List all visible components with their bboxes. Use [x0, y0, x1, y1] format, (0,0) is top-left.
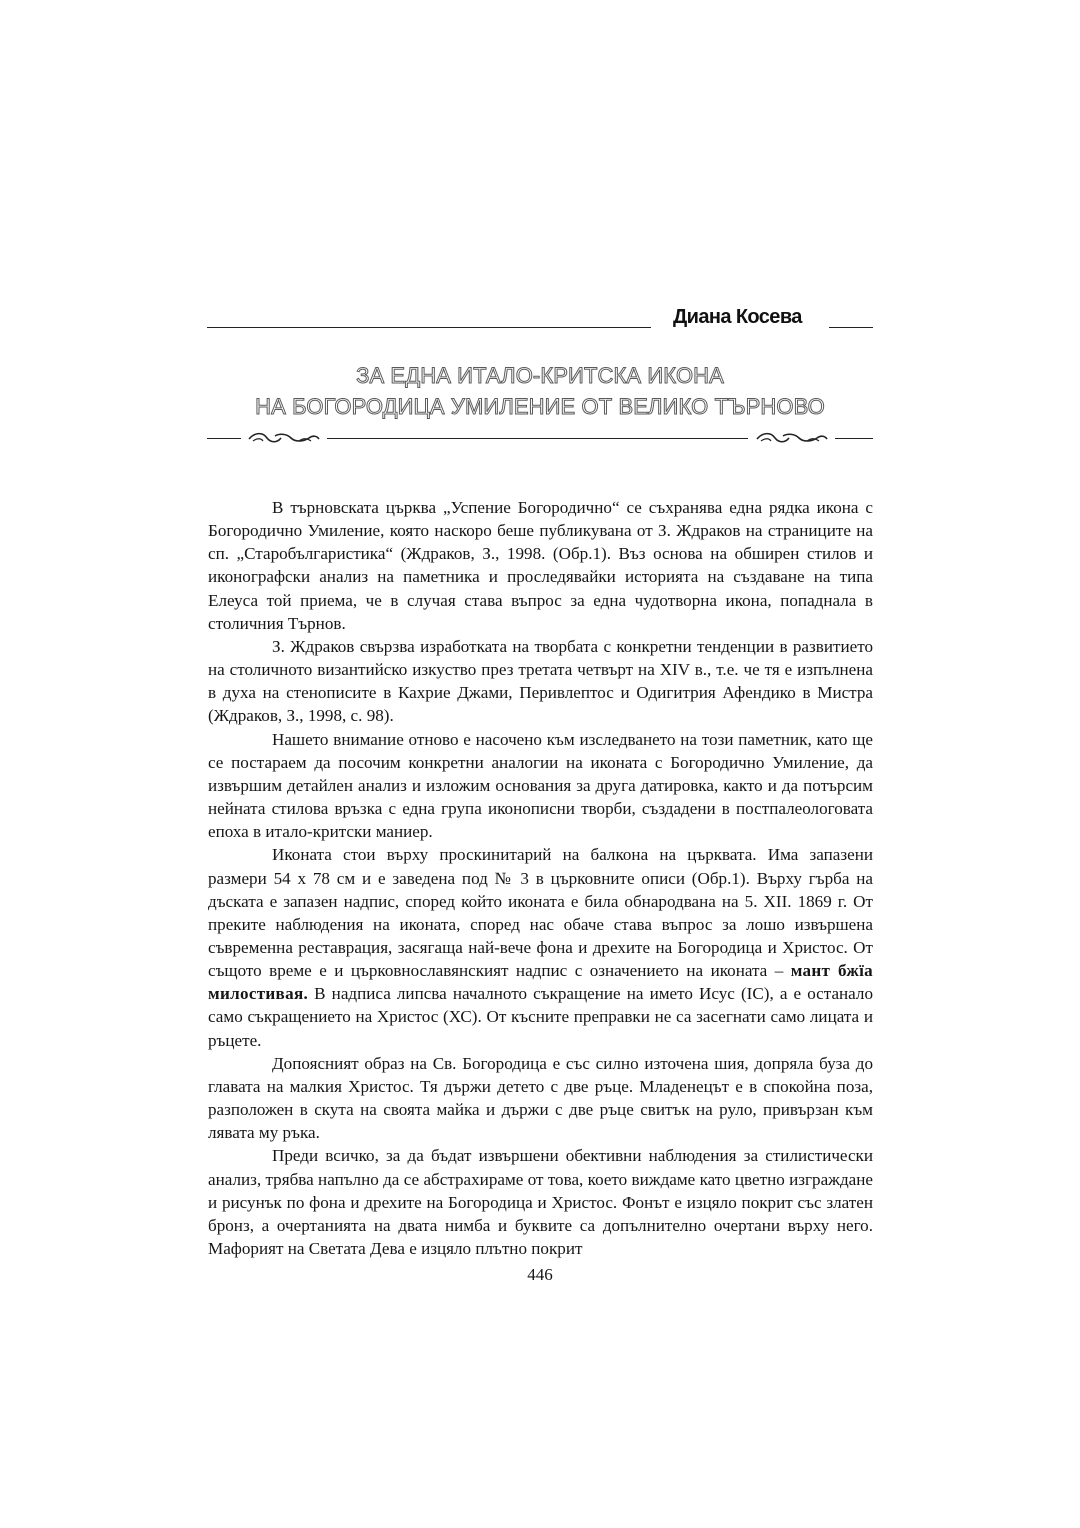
- paragraph-5: Допоясният образ на Св. Богородица е със силно източена шия, допряла буза до главата на малкия Христос. Тя държи детето с две ръце. Младенецът е в спокойна поза, разположен в скута на своята майка и държи с две ръце свитък на руло, привързан към лявата му ръка.: [208, 1053, 873, 1143]
- paragraph-1: В търновската църква „Успение Богородично“ се съхранява една рядка икона с Богородично Умиление, която наскоро беше публикувана от З. Ждраков на страниците на сп. „Старобългаристика“ (Ждраков, З., 1998. (Обр.1). Въз основа на обширен стилов и иконографски анализ на паметника и проследявайки историята на създаване на типа Елеуса той приема, че в случая става въпрос за една чудотворна икона, попаднала в столичния Търнов.: [208, 498, 873, 633]
- page-number: 446: [527, 1265, 553, 1284]
- title-line-1: ЗА ЕДНА ИТАЛО-КРИТСКА ИКОНА: [356, 363, 724, 388]
- article-title: [207, 360, 873, 422]
- author-header: [207, 306, 873, 336]
- author-rule-left: [207, 327, 651, 328]
- church-slavonic-inscription: мант бжїа милостивая.: [208, 961, 873, 1004]
- title-line-2: НА БОГОРОДИЦА УМИЛЕНИЕ ОТ ВЕЛИКО ТЪРНОВО: [255, 394, 825, 419]
- paragraph-4: [208, 843, 873, 1051]
- ornament-line-center: [327, 438, 748, 439]
- paragraph-6: Преди всичко, за да бъдат извършени обективни наблюдения за стилистически анализ, трябва напълно да се абстрахираме от това, което виждаме като цветно изграждане и рисунък по фона и дрехите на Богородица и Христос. Фонът е изцяло покрит със златен бронз, а очертанията на двата нимба и буквите са допълнително очертани върху него. Мафорият на Светата Дева е изцяло плътно покрит: [208, 1146, 873, 1258]
- paragraph-4-text-a: Иконата стои върху проскинитарий на балкона на църквата. Има запазени размери 54 х 78 см и е заведена под № 3 в църковните описи (Обр.1). Върху гърба на дъската е запазен надпис, според който иконата е била обнародвана на 5. XII. 1869 г. От преките наблюдения на иконата, според нас обаче става въпрос за лошо извършена съвременна реставрация, засягаща най-вече фона и дрехите на Богородица и Христос. От същото време е и църковнославянският надпис с означението на иконата –: [208, 845, 873, 981]
- ornament-line-left: [207, 438, 241, 439]
- title-ornament-rule: [207, 428, 873, 448]
- flourish-ornament-left-icon: [247, 430, 321, 446]
- author-rule-right: [829, 327, 873, 328]
- paragraph-4-text-b: В надписа липсва началното съкращение на името Исус (IC), а е останало само съкращението на Христос (ХС). От късните преправки не са засегнати само лицата и ръцете.: [208, 984, 873, 1050]
- article-body: [208, 496, 873, 1260]
- paragraph-3: Нашето внимание отново е насочено към изследването на този паметник, като ще се постараем да посочим конкретни аналогии на иконата с Богородично Умиление, да извършим детайлен анализ и изложим основания за друга датировка, както и да потърсим нейната стилова връзка с една група иконописни творби, създадени в постпалеологовата епоха в итало-критски маниер.: [208, 729, 873, 842]
- paragraph-2: З. Ждраков свързва изработката на творбата с конкретни тенденции в развитието на столичното византийско изкуство през третата четвърт на XIV в., т.е. че тя е изпълнена в духа на стенописите в Кахрие Джами, Перивлептос и Одигитрия Афендико в Мистра (Ждраков, З., 1998, с. 98).: [208, 636, 873, 726]
- flourish-ornament-right-icon: [755, 430, 829, 446]
- author-name: Диана Косева: [673, 306, 802, 328]
- ornament-line-right: [835, 438, 873, 439]
